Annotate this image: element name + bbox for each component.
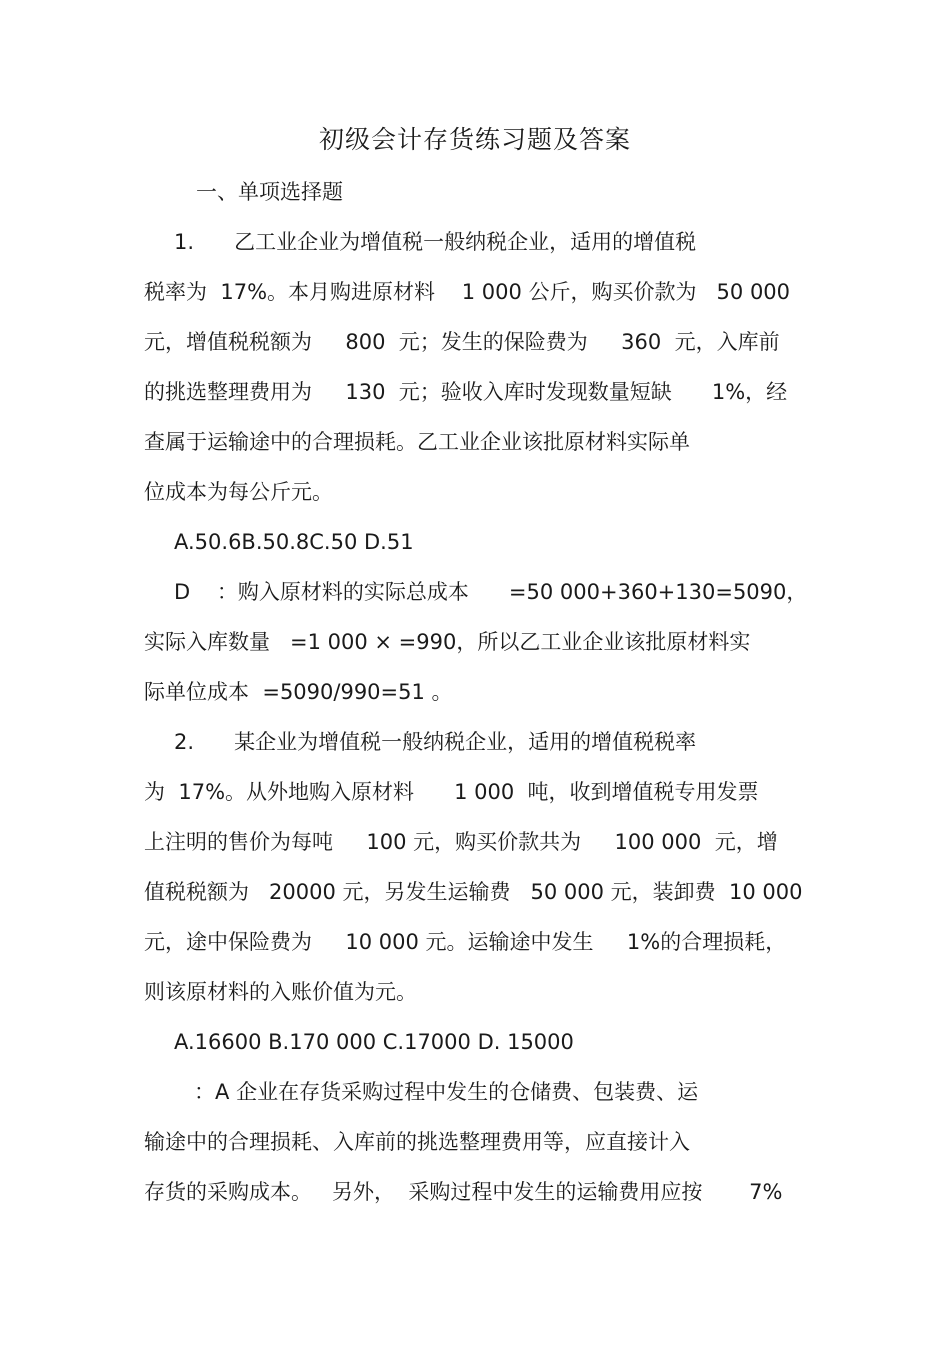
q2-options: A.16600 B.170 000 C.17000 D. 15000 xyxy=(174,1030,574,1054)
q1-line-5: 查属于运输途中的合理损耗。乙工业企业该批原材料实际单 xyxy=(144,430,690,454)
q1-line-3: 元，增值税税额为 800 元；发生的保险费为 360 元，入库前 xyxy=(144,330,780,354)
q2-answer-line-1: ：A 企业在存货采购过程中发生的仓储费、包装费、运 xyxy=(174,1080,699,1104)
q1-options: A.50.6B.50.8C.50 D.51 xyxy=(174,530,414,554)
q2-answer-line-2: 输途中的合理损耗、入库前的挑选整理费用等，应直接计入 xyxy=(144,1130,690,1154)
q2-answer-line-3: 存货的采购成本。 另外， 采购过程中发生的运输费用应按 7% xyxy=(144,1180,783,1204)
q2-line-5: 元，途中保险费为 10 000 元。运输途中发生 1%的合理损耗， xyxy=(144,930,787,954)
q1-line-1: 1. 乙工业企业为增值税一般纳税企业，适用的增值税 xyxy=(174,230,697,254)
q1-line-6: 位成本为每公斤元。 xyxy=(144,480,333,504)
q1-line-2: 税率为 17%。本月购进原材料 1 000 公斤，购买价款为 50 000 xyxy=(144,280,791,304)
document-title: 初级会计存货练习题及答案 xyxy=(318,125,631,154)
q1-answer-line-1: D ：购入原材料的实际总成本 =50 000+360+130=5090， xyxy=(174,580,808,604)
q2-line-4: 值税税额为 20000 元，另发生运输费 50 000 元，装卸费 10 000 xyxy=(144,880,803,904)
q1-line-4: 的挑选整理费用为 130 元；验收入库时发现数量短缺 1%，经 xyxy=(144,380,788,404)
section-heading: 一、单项选择题 xyxy=(196,180,343,204)
q1-answer-line-2: 实际入库数量 =1 000 × =990，所以乙工业企业该批原材料实 xyxy=(144,630,751,654)
q2-line-1: 2. 某企业为增值税一般纳税企业，适用的增值税税率 xyxy=(174,730,697,754)
q2-line-6: 则该原材料的入账价值为元。 xyxy=(144,980,417,1004)
q2-line-2: 为 17%。从外地购入原材料 1 000 吨，收到增值税专用发票 xyxy=(144,780,759,804)
q2-line-3: 上注明的售价为每吨 100 元，购买价款共为 100 000 元，增 xyxy=(144,830,778,854)
q1-answer-line-3: 际单位成本 =5090/990=51 。 xyxy=(144,680,453,704)
